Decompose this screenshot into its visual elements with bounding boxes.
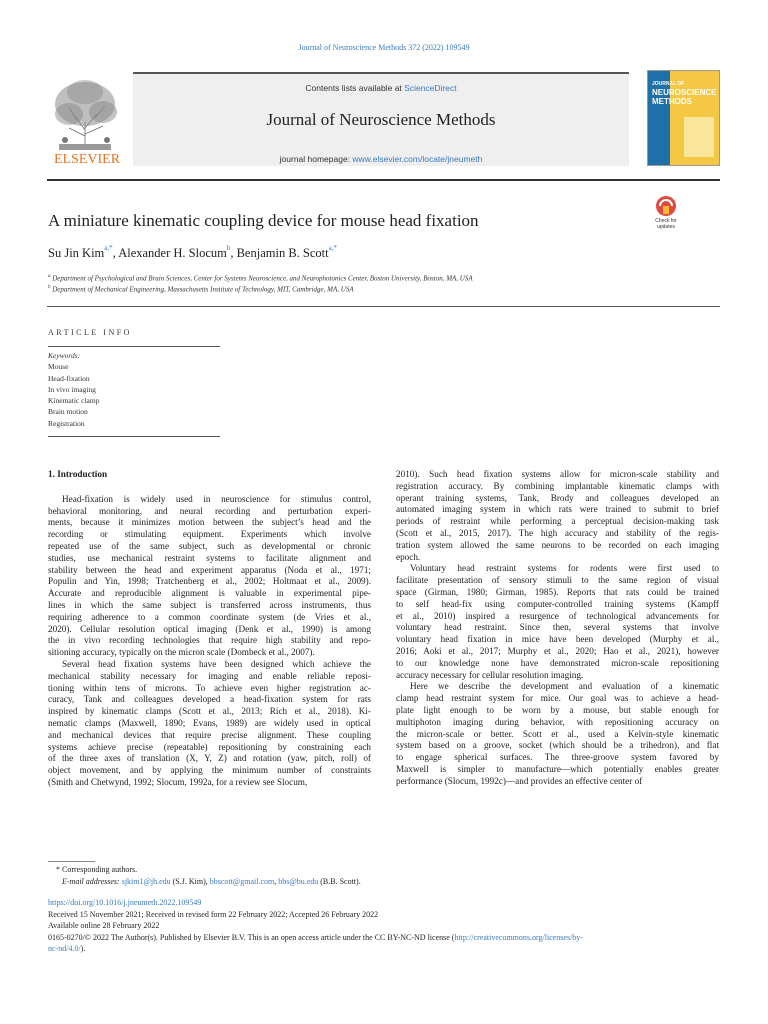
- author-list: [48, 246, 337, 261]
- check-for-updates-button[interactable]: [646, 195, 686, 229]
- affiliation-a: $^a$ Department of Psychological and Brain Sciences, Center for Systems Neuroscience, and Neurophotonics Center, Boston University, Boston, MA, USA: [48, 274, 473, 283]
- doi-link[interactable]: https://doi.org/10.1016/j.jneumeth.2022.109549: [48, 898, 202, 907]
- email-link-2[interactable]: bbscott@gmail.com: [209, 876, 275, 886]
- homepage-line: [133, 154, 629, 164]
- text-line: (Scott et al., 2015, 2017). The high accuracy and stability of the regis-: [396, 527, 719, 538]
- text-line: operant training systems, Tank, Brody and colleagues developed an: [396, 492, 719, 503]
- article-title: A miniature kinematic coupling device for mouse head fixation: [48, 211, 479, 230]
- text-line: requiring adherence to a common coordinate system (de Vries et al.,: [48, 611, 371, 622]
- homepage-link[interactable]: www.elsevier.com/locate/jneumeth: [352, 154, 483, 164]
- keywords-label: Keywords:: [48, 351, 81, 360]
- license-line: 0165-0270/© 2022 The Author(s). Published by Elsevier B.V. This is an open access article under the CC BY-NC-ND license (http://creativecommons.org/licenses/by-: [48, 932, 583, 942]
- homepage-prefix: journal homepage:: [279, 154, 353, 164]
- svg-text:JOURNAL OF: JOURNAL OF: [652, 81, 685, 87]
- keyword-item: Mouse: [48, 362, 69, 372]
- contents-line: [133, 83, 629, 93]
- text-line: Several head fixation systems have been designed which achieve the: [62, 658, 371, 669]
- text-line: repeated use of the same subject, such as developmental or chronic: [48, 540, 371, 551]
- license-link-2[interactable]: nc-nd/4.0/: [48, 944, 81, 953]
- received-dates: Received 15 November 2021; Received in revised form 22 February 2022; Accepted 26 February 2022: [48, 909, 379, 919]
- author-2-affil[interactable]: b: [226, 244, 231, 252]
- author-2: Alexander H. Slocum$^b$,: [118, 244, 237, 260]
- publication-info: [48, 897, 583, 955]
- text-line: recording or stimulating equipment. Experiments which involve: [48, 529, 371, 540]
- journal-citation[interactable]: Journal of Neuroscience Methods 372 (2022) 109549: [298, 43, 470, 52]
- text-line: system based on a groove, socket (which should be a trihedron), and flat: [396, 740, 719, 751]
- journal-band: [133, 72, 629, 166]
- author-3-affil[interactable]: a,*: [328, 244, 337, 252]
- text-line: the in vivo recording technologies that require high stability and repo-: [48, 635, 371, 646]
- text-line: to self head-fix using computer-controlled training systems (Kampff: [396, 598, 719, 609]
- text-line: object movement, and by applying the minimum number of constraints: [48, 765, 371, 776]
- text-line: ments, because it minimizes motion between the subject’s head and the: [48, 517, 371, 528]
- text-line: 2010). Such head fixation systems allow for micron-scale stability and: [396, 469, 719, 479]
- text-line: mechanical stability necessary for imaging and enable reliable reposi-: [48, 670, 371, 681]
- text-line: 2016; Aoki et al., 2017; Murphy et al., 2020; Hao et al., 2021), however: [396, 645, 719, 656]
- text-line: accuracy necessary for cellular resolution imaging.: [396, 669, 584, 680]
- cover-art: [648, 71, 720, 166]
- text-line: facilitate presentation of sensory stimuli to the same region of visual: [396, 575, 719, 586]
- author-3: Benjamin B. Scott$^{a,*}$: [236, 244, 337, 260]
- license-link[interactable]: http://creativecommons.org/licenses/by-: [454, 932, 583, 942]
- body-left-column: [48, 469, 371, 789]
- keyword-item: Head-fixation: [48, 373, 90, 383]
- paragraph: [396, 681, 719, 787]
- keywords-block: [48, 350, 99, 429]
- text-line: curacy, Tank and colleagues developed a head-fixation system for rats: [48, 694, 371, 705]
- keyword-item: Registration: [48, 418, 85, 428]
- article-info-rule: [48, 346, 220, 347]
- header-rule: [47, 179, 720, 181]
- text-line: Accurate and reproducible alignment is valuable in experimental pipe-: [48, 588, 371, 599]
- text-line: registration accuracy. By combining implantable kinematic clamps with: [396, 480, 719, 491]
- keywords-rule: [48, 436, 220, 437]
- text-line: inspired by kinematic clamps (Scott et al., 2013; Rich et al., 2018). Ki-: [48, 706, 371, 717]
- text-line: sitioning accuracy, typically on the micron scale (Dombeck et al., 2007).: [48, 647, 315, 658]
- sciencedirect-link[interactable]: ScienceDirect: [404, 83, 457, 93]
- text-line: to engage spherical surfaces. The three-groove system favored by: [396, 752, 719, 763]
- contents-prefix: Contents lists available at: [305, 83, 405, 93]
- text-line: behavioral monitoring, and neural recording and perturbation experi-: [48, 505, 371, 516]
- text-line: the micron-scale or better. Scott et al., used a Kelvin-style kinematic: [396, 728, 719, 739]
- email-line: E-mail addresses: sjkim1@jh.edu (S.J. Kim), bbscott@gmail.com, bbs@bu.edu (B.B. Scott).: [62, 876, 361, 886]
- keyword-item: In vivo imaging: [48, 384, 96, 394]
- keyword-item: Brain motion: [48, 407, 88, 417]
- journal-title: Journal of Neuroscience Methods: [266, 110, 496, 129]
- text-line: voluntary head fixation in mice have been developed (Murphy et al.,: [396, 634, 719, 645]
- text-line: automated imaging system in which rats were trained to submit to brief: [396, 504, 719, 515]
- text-line: of the three axes of translation (X, Y, Z) and rotation (yaw, pitch, roll) of: [48, 753, 371, 764]
- text-line: plate light enough to be worn by a mouse, but stable enough for: [396, 704, 719, 715]
- text-line: 2020). Cellular resolution optical imaging (Denk et al., 1990) is among: [48, 623, 371, 634]
- text-line: to our knowledge none have demonstrated micron-scale repositioning: [396, 657, 719, 668]
- text-line: Head-fixation is widely used in neuroscience for stimulus control,: [62, 493, 371, 504]
- article-info-heading: ARTICLE INFO: [48, 328, 132, 337]
- available-online: Available online 28 February 2022: [48, 921, 160, 930]
- text-line: periods of restraint while performing a perceptual decision-making task: [396, 516, 719, 527]
- text-line: stability between the head and experiment apparatus (Noda et al., 1971;: [48, 564, 371, 575]
- text-line: (Smith and Chetwynd, 1992; Slocum, 1992a, for a review see Slocum,: [48, 776, 308, 787]
- text-line: space (Girman, 1980; Girman, 1985). Reports that rats could be trained: [396, 586, 719, 597]
- text-line: voluntary head restraint. Since then, several systems that involve: [396, 622, 719, 633]
- footnote-rule: [48, 861, 95, 862]
- footnotes: [48, 864, 361, 887]
- text-line: clamp head restraint system for mice. Our goal was to achieve a head-: [396, 693, 719, 704]
- text-line: tioning within tens of microns. To achieve even higher registration ac-: [48, 682, 371, 693]
- svg-text:Check for: Check for: [655, 218, 677, 224]
- elsevier-tree-icon: [47, 70, 127, 166]
- affiliation-b: $^b$ Department of Mechanical Engineering, Massachusetts Institute of Technology, MIT, Cambridge, MA, USA: [48, 285, 354, 294]
- text-line: multiphoton imaging during behavior, with repositioning accuracy on: [396, 716, 719, 727]
- svg-text:updates: updates: [657, 224, 675, 229]
- affiliation-rule: [47, 306, 720, 307]
- body-right-column: [396, 469, 719, 788]
- check-updates-icon: [646, 195, 686, 229]
- keyword-item: Kinematic clamp: [48, 396, 100, 406]
- text-line: systems achieve precise (repeatable) repositioning by constraining each: [48, 741, 371, 752]
- svg-text:ELSEVIER: ELSEVIER: [53, 152, 121, 166]
- paragraph: [48, 659, 371, 789]
- text-line: et al., 2010) inspired a resurgence of technological advancements for: [396, 610, 719, 621]
- author-1: Su Jin Kim$^{a,*}$,: [48, 244, 119, 260]
- text-line: lines in which the same subject is transferred across instruments, thus: [48, 599, 371, 610]
- section-heading: 1. Introduction: [48, 469, 108, 479]
- text-line: and mechanical devices that require precise alignment. These coupling: [48, 729, 371, 740]
- journal-cover-thumbnail[interactable]: [647, 70, 720, 166]
- paragraph: [396, 563, 719, 681]
- corresponding-note: * Corresponding authors.: [56, 865, 138, 874]
- svg-text:METHODS: METHODS: [652, 97, 692, 106]
- text-line: performance (Slocum, 1992c)—and provides an effective center of: [396, 775, 643, 786]
- text-line: epoch.: [396, 551, 421, 562]
- text-line: nematic clamps (Maxwell, 1890; Evans, 1989) are widely used in optical: [48, 717, 371, 728]
- text-line: studies, use mechanical restraint systems to facilitate alignment and: [48, 552, 371, 563]
- svg-text:NEUROSCIENCE: NEUROSCIENCE: [652, 88, 717, 97]
- text-line: Maxwell is simpler to manufacture—which potentially enables greater: [396, 763, 719, 774]
- text-line: Populin and Yin, 1998; Tratchenberg et al., 2002; Holtmaat et al., 2009).: [48, 576, 371, 587]
- author-1-affil[interactable]: a,*: [104, 244, 113, 252]
- email-link-3[interactable]: bbs@bu.edu: [278, 876, 319, 886]
- paragraph: [396, 469, 719, 563]
- email-link-1[interactable]: sjkim1@jh.edu: [121, 876, 171, 886]
- masthead: [47, 70, 720, 170]
- elsevier-logo[interactable]: [47, 70, 127, 166]
- paragraph: [48, 494, 371, 659]
- text-line: tration system allowed the same neurons to be recorded on each imaging: [396, 539, 719, 550]
- text-line: Here we describe the development and evaluation of a kinematic: [410, 681, 719, 692]
- text-line: Voluntary head restraint systems for rodents were first used to: [410, 563, 719, 574]
- license-line-2: nc-nd/4.0/).: [48, 944, 86, 953]
